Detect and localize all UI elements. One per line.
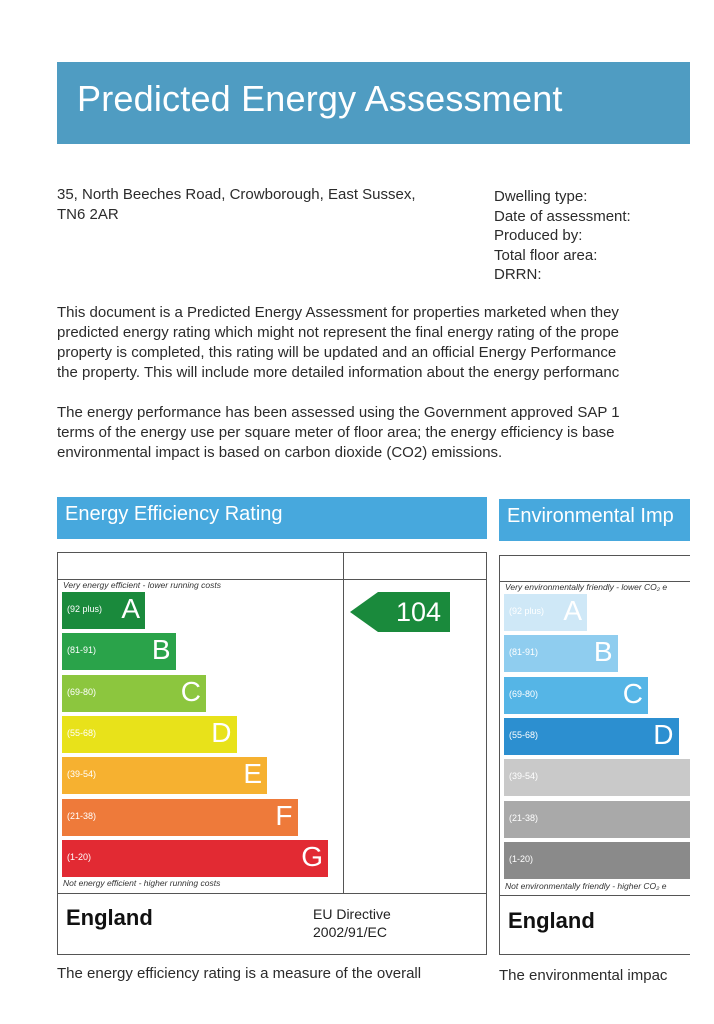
eer-band-range: (81-91) (67, 645, 97, 656)
eer-band-range: (55-68) (67, 727, 97, 738)
eer-band-a (62, 592, 145, 629)
eer-country: England (66, 905, 153, 930)
address-line-1: 35, North Beeches Road, Crowborough, East Sussex, (57, 186, 416, 203)
eir-band-a (504, 594, 587, 631)
eir-header-label: Environmental Imp (507, 505, 674, 527)
intro-paragraph (57, 303, 691, 383)
eir-band-d (504, 718, 679, 755)
property-address (57, 185, 477, 225)
eer-band-range: (39-54) (67, 769, 97, 780)
meta-produced-by: Produced by: (494, 227, 583, 244)
eer-band-g (62, 840, 328, 877)
eir-band-range: (69-80) (509, 688, 539, 699)
eir-band-range: (21-38) (509, 812, 539, 823)
eir-band-b (504, 635, 618, 672)
eer-band-letter: G (301, 840, 323, 872)
address-line-2: TN6 2AR (57, 206, 119, 223)
meta-date-of-assessment: Date of assessment: (494, 207, 631, 225)
eer-column-divider (343, 552, 344, 893)
eer-band-f (62, 799, 298, 836)
eer-footer-divider (57, 893, 487, 894)
eer-header (57, 497, 487, 539)
eir-header (499, 499, 690, 541)
eer-band-letter: D (211, 716, 232, 748)
eer-band-range: (21-38) (67, 810, 97, 821)
eer-bottom-note: Not energy efficient - higher running costs (63, 878, 221, 888)
sap-line: The energy performance has been assessed using the Government approved SAP 1 (57, 404, 620, 421)
eir-band-range: (1-20) (509, 853, 534, 864)
sap-line: environmental impact is based on carbon dioxide (CO2) emissions. (57, 444, 503, 461)
eir-description: The environmental impac (499, 967, 668, 984)
meta-dwelling-type: Dwelling type: (494, 188, 588, 205)
eir-footer-divider (499, 895, 690, 896)
eu-directive-line-1: EU Directive (313, 906, 391, 922)
eer-band-letter: A (121, 593, 140, 624)
eu-directive-line-2: 2002/91/EC (313, 924, 387, 940)
eir-band-letter: D (653, 718, 674, 750)
eir-band-range: (55-68) (509, 729, 539, 740)
eer-band-c (62, 675, 206, 712)
title-banner (57, 62, 690, 144)
intro-line: predicted energy rating which might not represent the final energy rating of the prope (57, 324, 620, 341)
eir-band-letter: C (622, 677, 643, 709)
intro-line: the property. This will include more detailed information about the energy performanc (57, 364, 620, 381)
eir-country: England (508, 908, 595, 933)
eir-band-letter: B (593, 636, 613, 668)
eir-bottom-note: Not environmentally friendly - higher CO₂ e (505, 881, 667, 891)
current-rating-value: 104 (396, 597, 442, 627)
eer-band-e (62, 757, 267, 794)
sap-line: terms of the energy use per square meter of floor area; the energy efficiency is base (57, 424, 615, 441)
page-title: Predicted Energy Assessment (77, 78, 563, 119)
eer-band-letter: F (275, 799, 293, 831)
eir-band-7 (504, 842, 690, 879)
intro-line: This document is a Predicted Energy Assessment for properties marketed when they (57, 304, 619, 321)
meta-total-floor-area: Total floor area: (494, 246, 598, 264)
eu-directive (313, 905, 391, 941)
eir-band-c (504, 677, 648, 714)
dwelling-meta (494, 187, 631, 285)
eir-band-5 (504, 759, 690, 796)
eir-band-range: (39-54) (509, 771, 539, 782)
current-rating-arrow (350, 592, 452, 637)
eir-band-range: (92 plus) (509, 606, 545, 616)
eer-band-range: (1-20) (67, 851, 92, 862)
intro-line: property is completed, this rating will be updated and an official Energy Performance (57, 344, 617, 361)
eer-band-range: (69-80) (67, 686, 97, 697)
eir-band-letter: A (563, 595, 582, 626)
eer-band-d (62, 716, 237, 753)
eer-band-b (62, 633, 176, 670)
eer-band-letter: C (180, 675, 201, 707)
eir-band-range: (81-91) (509, 647, 539, 658)
eer-band-letter: B (151, 634, 171, 666)
eer-band-letter: E (243, 758, 262, 790)
eer-top-note: Very energy efficient - lower running costs (63, 580, 221, 590)
eer-description: The energy efficiency rating is a measure of the overall (57, 965, 422, 982)
eer-band-range: (92 plus) (67, 604, 103, 614)
eir-top-note: Very environmentally friendly - lower CO₂ e (505, 582, 668, 592)
eer-header-label: Energy Efficiency Rating (65, 503, 283, 525)
meta-drrn: DRRN: (494, 266, 542, 283)
eir-band-6 (504, 801, 690, 838)
sap-paragraph (57, 403, 691, 463)
